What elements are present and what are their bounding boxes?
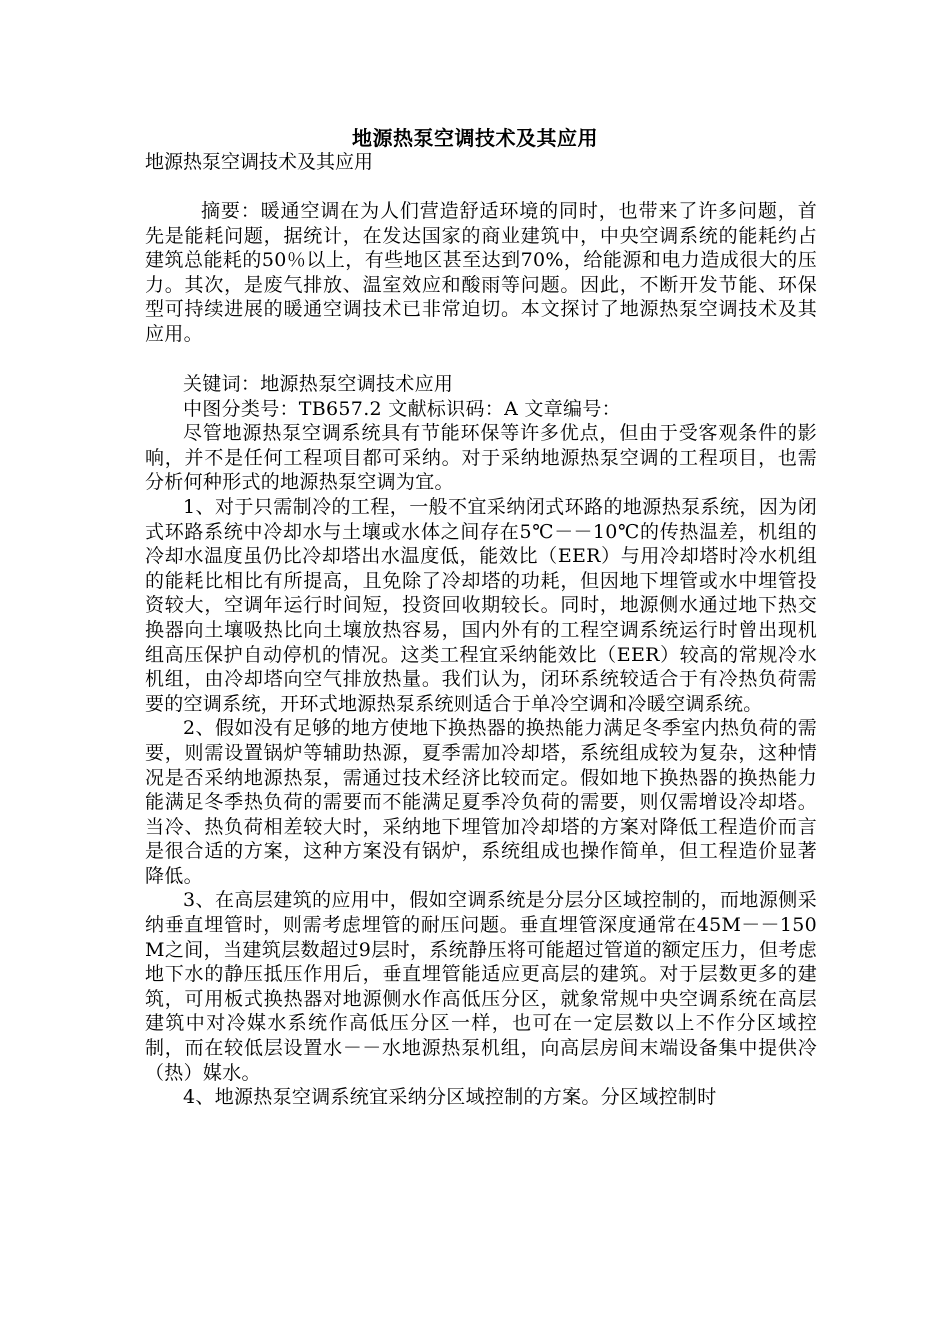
abstract-block: [145, 199, 817, 347]
document-subtitle: 地源热泵空调技术及其应用: [145, 151, 374, 173]
main-body: [145, 372, 817, 1110]
abstract-paragraph: 摘要：暖通空调在为人们营造舒适环境的同时，也带来了许多问题，首先是能耗问题，据统计，在发达国家的商业建筑中，中央空调系统的能耗约占建筑总能耗的50％以上，有些地区甚至达到70%，给能源和电力造成很大的压力。其次，是废气排放、温室效应和酸雨等问题。因此，不断开发节能、环保型可持续进展的暖通空调技术已非常迫切。本文探讨了地源热泵空调技术及其应用。: [145, 200, 817, 345]
body-paragraph: 1、对于只需制冷的工程，一般不宜采纳闭式环路的地源热泵系统，因为闭式环路系统中冷却水与土壤或水体之间存在5℃－－10℃的传热温差，机组的冷却水温度虽仍比冷却塔出水温度低，能效比（EER）与用冷却塔时冷水机组的能耗比相比有所提高，且免除了冷却塔的功耗，但因地下埋管或水中埋管投资较大，空调年运行时间短，投资回收期较长。同时，地源侧水通过地下热交换器向土壤吸热比向土壤放热容易，国内外有的工程空调系统运行时曾出现机组高压保护自动停机的情况。这类工程宜采纳能效比（EER）较高的常规冷水机组，由冷却塔向空气排放热量。我们认为，闭环系统较适合于有冷热负荷需要的空调系统，开环式地源热泵系统则适合于单冷空调和冷暖空调系统。: [145, 495, 817, 715]
keywords-line: 关键词：地源热泵空调技术应用: [183, 373, 454, 395]
body-paragraph: 3、在高层建筑的应用中，假如空调系统是分层分区域控制的，而地源侧采纳垂直埋管时，则需考虑埋管的耐压问题。垂直埋管深度通常在45M－－150M之间，当建筑层数超过9层时，系统静压将可能超过管道的额定压力，但考虑地下水的静压抵压作用后，垂直埋管能适应更高层的建筑。对于层数更多的建筑，可用板式换热器对地源侧水作高低压分区，就象常规中央空调系统在高层建筑中对冷媒水系统作高低压分区一样，也可在一定层数以上不作分区域控制，而在较低层设置水－－水地源热泵机组，向高层房间末端设备集中提供冷（热）媒水。: [145, 889, 817, 1084]
body-paragraph: 4、地源热泵空调系统宜采纳分区域控制的方案。分区域控制时: [183, 1086, 717, 1109]
body-paragraph: 尽管地源热泵空调系统具有节能环保等许多优点，但由于受客观条件的影响，并不是任何工程项目都可采纳。对于采纳地源热泵空调的工程项目，也需分析何种形式的地源热泵空调为宜。: [145, 422, 817, 494]
document-title: 地源热泵空调技术及其应用: [352, 126, 598, 150]
classification-line: 中图分类号：TB657.2 文献标识码：A 文章编号：: [183, 397, 621, 420]
body-paragraph: 2、假如没有足够的地方使地下换热器的换热能力满足冬季室内热负荷的需要，则需设置锅炉等辅助热源，夏季需加冷却塔，系统组成较为复杂，这种情况是否采纳地源热泵，需通过技术经济比较而定。假如地下换热器的换热能力能满足冬季热负荷的需要而不能满足夏季冷负荷的需要，则仅需增设冷却塔。当冷、热负荷相差较大时，采纳地下埋管加冷却塔的方案对降低工程造价而言是很合适的方案，这种方案没有锅炉，系统组成也操作简单，但工程造价显著降低。: [145, 717, 817, 887]
